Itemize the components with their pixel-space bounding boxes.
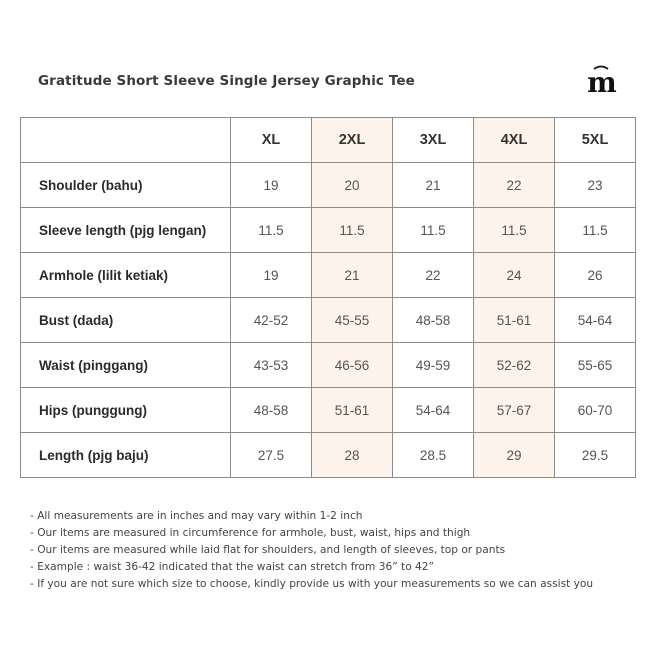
measurement-cell: 49-59 [393,343,474,388]
logo-text: m [587,66,617,96]
size-header-3xl: 3XL [393,118,474,163]
measurement-cell: 54-64 [555,298,636,343]
table-row [21,388,636,433]
row-label: Bust (dada) [21,298,231,343]
measurement-cell: 46-56 [312,343,393,388]
note-item: - All measurements are in inches and may vary within 1-2 inch [30,510,363,522]
measurement-cell: 48-58 [393,298,474,343]
size-chart-table [20,117,636,478]
measurement-cell: 51-61 [312,388,393,433]
measurement-cell: 28 [312,433,393,478]
measurement-cell: 11.5 [393,208,474,253]
measurement-cell: 55-65 [555,343,636,388]
measurement-cell: 19 [231,163,312,208]
measurement-cell: 21 [312,253,393,298]
measurement-cell: 60-70 [555,388,636,433]
row-label: Sleeve length (pjg lengan) [21,208,231,253]
notes-list [30,508,593,593]
measurement-cell: 11.5 [231,208,312,253]
table-row [21,253,636,298]
table-row [21,208,636,253]
measurement-cell: 48-58 [231,388,312,433]
table-header-row [21,118,636,163]
brand-logo [582,62,622,96]
size-header-4xl: 4XL [474,118,555,163]
measurement-cell: 23 [555,163,636,208]
measurement-cell: 52-62 [474,343,555,388]
table-row [21,163,636,208]
measurement-cell: 22 [474,163,555,208]
header-blank-cell [21,118,231,163]
note-item: - Example : waist 36-42 indicated that the waist can stretch from 36” to 42” [30,561,435,573]
row-label: Shoulder (bahu) [21,163,231,208]
size-header-xl: XL [231,118,312,163]
measurement-cell: 22 [393,253,474,298]
measurement-cell: 21 [393,163,474,208]
measurement-cell: 29.5 [555,433,636,478]
measurement-cell: 51-61 [474,298,555,343]
row-label: Waist (pinggang) [21,343,231,388]
measurement-cell: 42-52 [231,298,312,343]
measurement-cell: 28.5 [393,433,474,478]
row-label: Hips (punggung) [21,388,231,433]
page-title: Gratitude Short Sleeve Single Jersey Graphic Tee [38,73,415,89]
table-row [21,433,636,478]
size-header-2xl: 2XL [312,118,393,163]
note-item: - If you are not sure which size to choose, kindly provide us with your measurements so we can assist you [30,578,594,590]
measurement-cell: 54-64 [393,388,474,433]
row-label: Armhole (lilit ketiak) [21,253,231,298]
measurement-cell: 20 [312,163,393,208]
table-row [21,298,636,343]
row-label: Length (pjg baju) [21,433,231,478]
measurement-cell: 45-55 [312,298,393,343]
measurement-cell: 43-53 [231,343,312,388]
measurement-cell: 27.5 [231,433,312,478]
measurement-cell: 11.5 [555,208,636,253]
measurement-cell: 29 [474,433,555,478]
note-item: - Our items are measured in circumference for armhole, bust, waist, hips and thigh [30,527,471,539]
measurement-cell: 26 [555,253,636,298]
measurement-cell: 11.5 [312,208,393,253]
measurement-cell: 19 [231,253,312,298]
measurement-cell: 57-67 [474,388,555,433]
size-header-5xl: 5XL [555,118,636,163]
table-row [21,343,636,388]
measurement-cell: 24 [474,253,555,298]
note-item: - Our items are measured while laid flat for shoulders, and length of sleeves, top or pants [30,544,506,556]
measurement-cell: 11.5 [474,208,555,253]
